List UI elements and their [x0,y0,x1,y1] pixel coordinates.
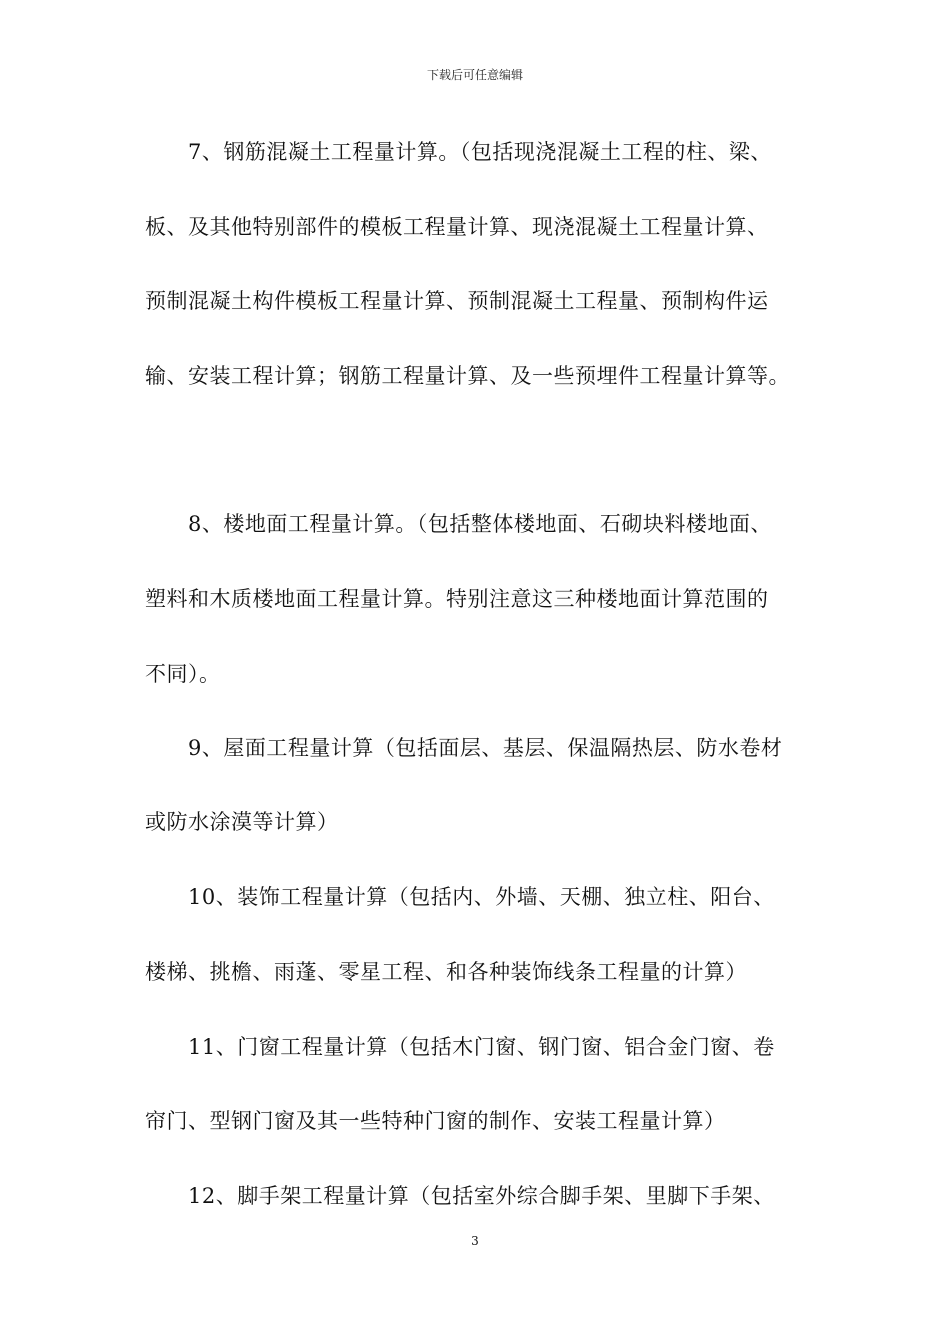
paragraph-7-line-1: 7、钢筋混凝土工程量计算。（包括现浇混凝土工程的柱、梁、 [188,140,772,164]
paragraph-9-line-2: 或防水涂漠等计算） [145,810,339,834]
paragraph-8-line-1: 8、楼地面工程量计算。（包括整体楼地面、石砌块料楼地面、 [188,512,772,536]
paragraph-10-line-2: 楼梯、挑檐、雨蓬、零星工程、和各种装饰线条工程量的计算） [145,960,747,984]
page-header: 下载后可任意编辑 [426,68,523,82]
paragraph-11-line-2: 帘门、型钢门窗及其一些特种门窗的制作、安装工程量计算） [145,1109,726,1133]
paragraph-11-line-1: 11、门窗工程量计算（包括木门窗、钢门窗、铝合金门窗、卷 [188,1035,775,1059]
paragraph-12-line-1: 12、脚手架工程量计算（包括室外综合脚手架、里脚下手架、 [188,1184,775,1208]
paragraph-8-line-3: 不同）。 [145,662,221,686]
paragraph-7-line-3: 预制混凝土构件模板工程量计算、预制混凝土工程量、预制构件运 [145,289,769,313]
paragraph-9-line-1: 9、屋面工程量计算（包括面层、基层、保温隔热层、防水卷材 [188,736,783,760]
paragraph-10-line-1: 10、装饰工程量计算（包括内、外墙、天棚、独立柱、阳台、 [188,885,775,909]
paragraph-8-line-2: 塑料和木质楼地面工程量计算。特别注意这三种楼地面计算范围的 [145,587,769,611]
paragraph-7-line-4: 输、安装工程计算；钢筋工程量计算、及一些预埋件工程量计算等。 [145,364,790,388]
page-number: 3 [471,1234,479,1248]
paragraph-7-line-2: 板、及其他特别部件的模板工程量计算、现浇混凝土工程量计算、 [145,215,769,239]
